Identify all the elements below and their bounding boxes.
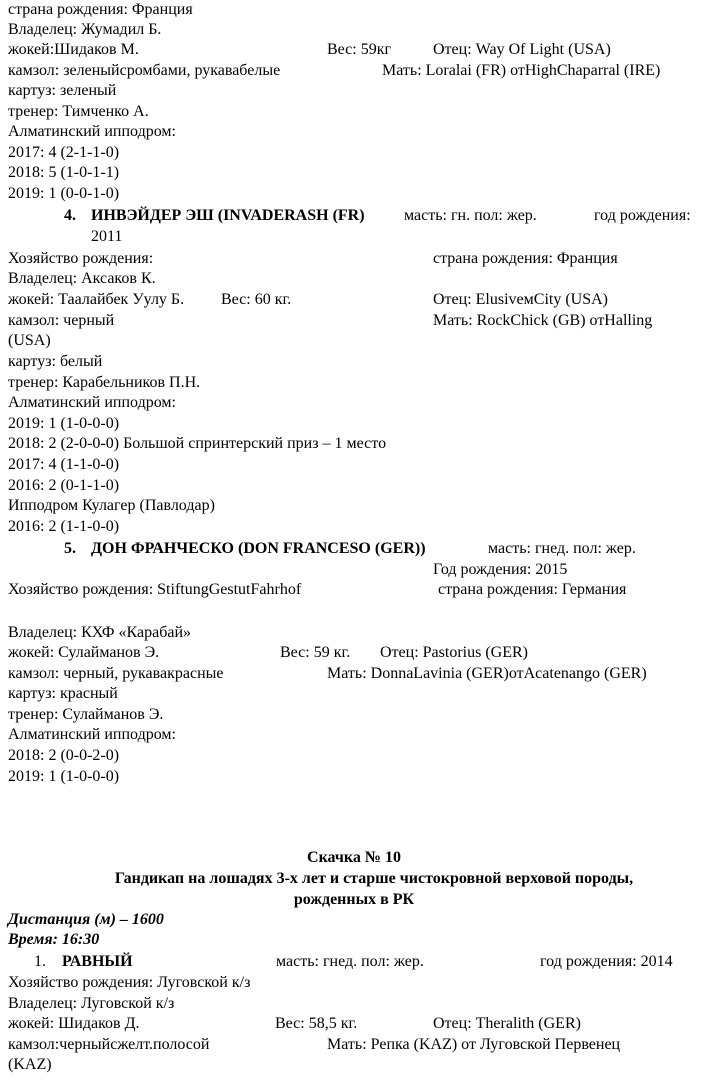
stats-row: 2019: 1 (1-0-0-0) — [8, 415, 120, 432]
dam: Мать: Loralai (FR) отHighChaparral (IRE) — [382, 62, 661, 79]
stats-row: 2019: 1 (0-0-1-0) — [8, 185, 120, 202]
sire: Отец: Way Of Light (USA) — [433, 41, 611, 58]
silks: камзол:черныйсжелт.полосой — [8, 1036, 210, 1053]
race-distance: Дистанция (м) – 1600 — [8, 911, 164, 928]
birth-year: Год рождения: 2015 — [433, 561, 568, 578]
entry-number: 1. — [34, 953, 46, 970]
birth-year-label: год рождения: — [594, 207, 691, 224]
horse-name: ИНВЭЙДЕР ЭШ (INVADERASH (FR) — [91, 207, 365, 224]
weight: Вес: 60 кг. — [221, 291, 292, 308]
horse-name: ДОН ФРАНЧЕСКО (DON FRANCESO (GER)) — [91, 540, 426, 557]
owner: Владелец: Аксаков К. — [8, 270, 156, 287]
dam-continued: (KAZ) — [8, 1056, 52, 1073]
stats-row: 2017: 4 (2-1-1-0) — [8, 144, 120, 161]
breeder: Хозяйство рождения: Луговской к/з — [8, 974, 251, 991]
birth-country: страна рождения: Франция — [8, 1, 193, 18]
dam: Мать: DonnaLavinia (GER)отAcatenango (GER) — [327, 665, 647, 682]
track-heading: Алматинский ипподром: — [8, 726, 176, 743]
sire: Отец: Pastorius (GER) — [380, 644, 528, 661]
breeder: Хозяйство рождения: — [8, 250, 154, 267]
owner: Владелец: Жумадил Б. — [8, 21, 162, 38]
silks: камзол: черный, рукавакрасные — [8, 665, 224, 682]
race-subtitle: рожденных в РК — [293, 891, 415, 908]
trainer: тренер: Карабельников П.Н. — [8, 374, 201, 391]
horse-description: масть: гнед. пол: жер. — [488, 540, 636, 557]
horse-name: РАВНЫЙ — [62, 953, 133, 970]
entry-number: 4. — [64, 207, 76, 224]
weight: Вес: 58,5 кг. — [275, 1015, 358, 1032]
stats-row: 2016: 2 (1-1-0-0) — [8, 518, 120, 535]
owner: Владелец: Луговской к/з — [8, 995, 175, 1012]
trainer: тренер: Тимченко А. — [8, 103, 149, 120]
jockey: жокей: Сулайманов Э. — [8, 644, 160, 661]
jockey: жокей:Шидаков М. — [8, 41, 139, 58]
sire: Отец: ElusivемCity (USA) — [433, 291, 608, 308]
jockey: жокей: Шидаков Д. — [8, 1015, 140, 1032]
cap: картуз: белый — [8, 353, 103, 370]
stats-row: 2016: 2 (0-1-1-0) — [8, 477, 120, 494]
birth-country: страна рождения: Франция — [433, 250, 618, 267]
stats-row: 2019: 1 (1-0-0-0) — [8, 768, 120, 785]
cap: картуз: красный — [8, 685, 118, 702]
birth-country: страна рождения: Германия — [438, 581, 627, 598]
sire: Отец: Theralith (GER) — [433, 1015, 581, 1032]
dam-continued: (USA) — [8, 332, 51, 349]
dam: Мать: RockChick (GB) отHalling — [433, 312, 653, 329]
stats-row: 2018: 2 (2-0-0-0) Большой спринтерский приз – 1 место — [8, 435, 387, 452]
stats-row: 2018: 2 (0-0-2-0) — [8, 747, 120, 764]
horse-description: масть: гн. пол: жер. — [404, 207, 537, 224]
stats-row: 2018: 5 (1-0-1-1) — [8, 164, 120, 181]
owner: Владелец: КХФ «Карабай» — [8, 624, 192, 641]
dam: Мать: Репка (KAZ) от Луговской Первенец — [327, 1036, 621, 1053]
race-time: Время: 16:30 — [8, 931, 100, 948]
birth-year: год рождения: 2014 — [540, 953, 673, 970]
stats-row: 2017: 4 (1-1-0-0) — [8, 456, 120, 473]
horse-description: масть: гнед. пол: жер. — [276, 953, 424, 970]
jockey: жокей: Таалайбек Уулу Б. — [8, 291, 185, 308]
weight: Вес: 59кг — [327, 41, 392, 58]
track-heading: Алматинский ипподром: — [8, 123, 176, 140]
entry-number: 5. — [64, 540, 76, 557]
birth-year: 2011 — [91, 228, 123, 245]
track-heading: Алматинский ипподром: — [8, 394, 176, 411]
race-title: Скачка № 10 — [307, 849, 401, 866]
breeder: Хозяйство рождения: StiftungGestutFahrhof — [8, 581, 302, 598]
silks: камзол: черный — [8, 312, 115, 329]
cap: картуз: зеленый — [8, 82, 117, 99]
track-heading: Ипподром Кулагер (Павлодар) — [8, 497, 215, 514]
race-subtitle: Гандикап на лошадях 3-х лет и старше чистокровной верховой породы, — [114, 870, 634, 887]
silks: камзол: зеленыйсромбами, рукавабелые — [8, 62, 281, 79]
weight: Вес: 59 кг. — [280, 644, 351, 661]
trainer: тренер: Сулайманов Э. — [8, 706, 164, 723]
